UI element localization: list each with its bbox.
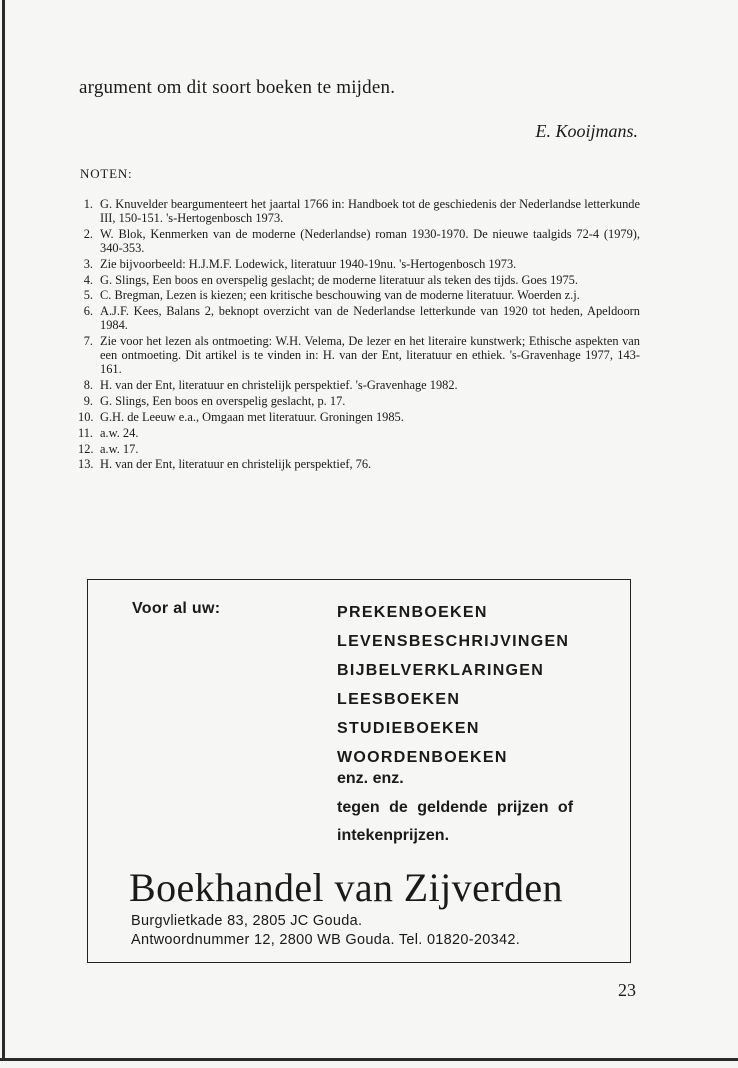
note-text: H. van der Ent, literatuur en christelijk perspektief. 's-Gravenhage 1982.: [100, 377, 458, 392]
bookshop-advertisement: [87, 579, 631, 963]
ad-category: BIJBELVERKLARINGEN: [337, 662, 545, 679]
ad-intro: Voor al uw:: [132, 600, 221, 617]
note-item: [78, 228, 640, 256]
ad-price-line-1: tegen de geldende prijzen of: [337, 799, 574, 816]
note-text: a.w. 17.: [100, 441, 139, 456]
note-text: G. Knuvelder beargumenteert het jaartal 1766 in: Handboek tot de geschiedenis der Nederlandse letterkunde III, 150-151. 's-Hertogenbosch 1973.: [100, 197, 640, 225]
note-number: 1.: [83, 197, 93, 211]
note-item: [78, 443, 640, 457]
ad-etc: enz. enz.: [337, 770, 404, 787]
note-item: [78, 395, 640, 409]
note-text: Zie voor het lezen als ontmoeting: W.H. Velema, De lezer en het literaire kunstwerk; Ethische aspekten van een ontmoeting. Dit artikel is te vinden in: H. van der Ent, literatuur en ethiek. 's-Gravenhage 1977, 143-161.: [100, 334, 640, 376]
note-number: 13.: [78, 457, 94, 472]
note-number: 9.: [83, 393, 93, 408]
ad-category: LEVENSBESCHRIJVINGEN: [337, 633, 570, 650]
note-number: 8.: [83, 377, 93, 392]
note-item: [78, 379, 640, 393]
note-number: 5.: [83, 288, 93, 303]
note-number: 3.: [83, 256, 93, 271]
page-edge-left: [2, 0, 5, 1060]
ad-category: LEESBOEKEN: [337, 691, 461, 708]
note-number: 11.: [78, 425, 94, 440]
note-item: [78, 198, 640, 226]
ad-price-line-2: intekenprijzen.: [337, 827, 450, 844]
ad-category: PREKENBOEKEN: [337, 604, 488, 621]
note-item: [78, 305, 640, 333]
page-number: 23: [618, 980, 636, 1000]
note-item: [78, 427, 640, 441]
note-text: H. van der Ent, literatuur en christelijk perspektief, 76.: [100, 457, 372, 472]
opening-line: argument om dit soort boeken te mijden.: [79, 77, 396, 98]
note-text: W. Blok, Kenmerken van de moderne (Nederlandse) roman 1930-1970. De nieuwe taalgids 72-4 (1979), 340-353.: [100, 226, 640, 255]
note-item: [78, 411, 640, 425]
note-item: [78, 289, 640, 303]
page-edge-bottom: [0, 1058, 738, 1061]
note-text: A.J.F. Kees, Balans 2, beknopt overzicht van de Nederlandse letterkunde van 1920 tot heden, Apeldoorn 1984.: [100, 304, 640, 333]
note-text: G. Slings, Een boos en overspelig geslacht; de moderne literatuur als teken des tijds. Goes 1975.: [100, 272, 578, 287]
note-text: a.w. 24.: [100, 425, 139, 440]
note-text: G. Slings, Een boos en overspelig geslacht, p. 17.: [100, 393, 346, 408]
note-item: [78, 458, 640, 472]
ad-category: STUDIEBOEKEN: [337, 720, 480, 737]
note-number: 12.: [78, 441, 94, 456]
note-text: C. Bregman, Lezen is kiezen; een kritische beschouwing van de moderne literatuur. Woerden z.j.: [100, 288, 580, 303]
notes-list: [78, 198, 640, 474]
author-signature: E. Kooijmans.: [535, 121, 638, 141]
shop-address: Burgvlietkade 83, 2805 JC Gouda.: [131, 913, 363, 929]
notes-heading: NOTEN:: [80, 166, 133, 181]
note-number: 4.: [83, 272, 93, 287]
note-text: G.H. de Leeuw e.a., Omgaan met literatuur. Groningen 1985.: [100, 409, 404, 424]
note-number: 2.: [83, 226, 93, 241]
note-number: 7.: [83, 334, 93, 349]
note-text: Zie bijvoorbeeld: H.J.M.F. Lodewick, literatuur 1940-19nu. 's-Hertogenbosch 1973.: [100, 256, 517, 271]
ad-category: WOORDENBOEKEN: [337, 749, 508, 766]
note-number: 10.: [78, 409, 94, 424]
note-number: 6.: [83, 304, 93, 319]
ad-category-list: [337, 598, 569, 772]
shop-name: Boekhandel van Zijverden: [129, 865, 563, 910]
note-item: [78, 258, 640, 272]
note-item: [78, 274, 640, 288]
note-item: [78, 335, 640, 377]
shop-contact: Antwoordnummer 12, 2800 WB Gouda. Tel. 01820-20342.: [131, 932, 521, 948]
